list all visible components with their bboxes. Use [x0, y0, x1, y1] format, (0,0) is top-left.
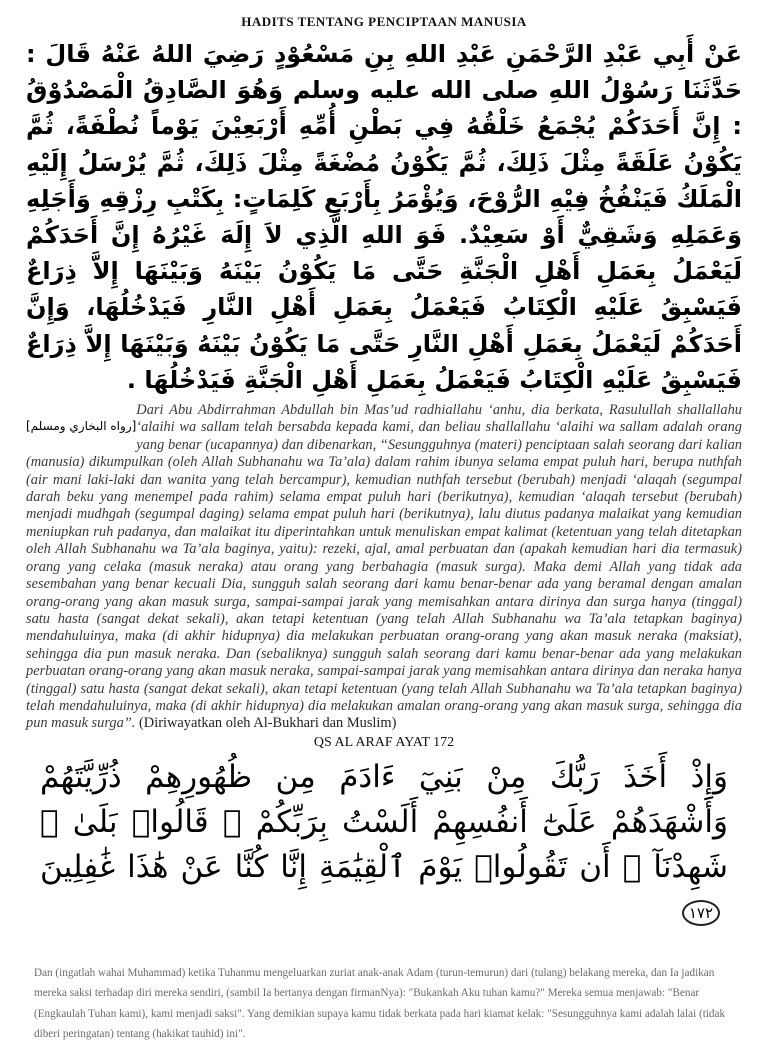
document-title: HADITS TENTANG PENCIPTAAN MANUSIA: [241, 14, 527, 29]
quran-arabic-text: [26, 755, 742, 935]
hadith-arabic-text: [26, 36, 742, 434]
quran-title: QS AL ARAF AYAT 172: [313, 734, 455, 750]
hadith-arabic-body: عَنْ أَبِي عَبْدِ الرَّحْمَنِ عَبْدِ اللهِ بِنِ مَسْعُوْدٍ رَضِيَ اللهُ عَنْهُ قَالَ : حَدَّثَنَا رَسُوْلُ اللهِ صلى الله عليه وسلم وَهُوَ الصَّادِقُ الْمَصْدُوْقُ : إِنَّ أَحَدَكُمْ يُجْمَعُ خَلْقُهُ فِي بَطْنِ أُمِّهِ أَرْبَعِيْنَ يَوْماً نُطْفَةً، ثُمَّ يَكُوْنُ عَلَقَةً مِثْلَ ذَلِكَ، ثُمَّ يَكُوْنُ مُضْغَةً مِثْلَ ذَلِكَ، ثُمَّ يُرْسَلُ إِلَيْهِ الْمَلَكُ فَيَنْفُخُ فِيْهِ الرُّوْحَ، وَيُؤْمَرُ بِأَرْبَعِ كَلِمَاتٍ: بِكَتْبِ رِزْقِهِ وَأَجَلِهِ وَعَمَلِهِ وَشَقِيٌّ أَوْ سَعِيْدٌ. فَوَ اللهِ الَّذِي لاَ إِلَهَ غَيْرُهُ إِنَّ أَحَدَكُمْ لَيَعْمَلُ بِعَمَلِ أَهْلِ الْجَنَّةِ حَتَّى مَا يَكُوْنُ بَيْنَهُ وَبَيْنَهَا إِلاَّ ذِرَاعٌ فَيَسْبِقُ عَلَيْهِ الْكِتَابُ فَيَعْمَلُ بِعَمَلِ أَهْلِ النَّارِ فَيَدْخُلُهَا، وَإِنَّ أَحَدَكُمْ لَيَعْمَلُ بِعَمَلِ أَهْلِ النَّارِ حَتَّى مَا يَكُوْنُ بَيْنَهُ وَبَيْنَهَا إِلاَّ ذِرَاعٌ فَيَسْبِقُ عَلَيْهِ الْكِتَابُ فَيَعْمَلُ بِعَمَلِ أَهْلِ الْجَنَّةِ فَيَدْخُلُهَا .: [26, 40, 742, 394]
hadith-reference: [رواه البخاري ومسلم]: [26, 419, 137, 434]
hadith-translation-source: (Diriwayatkan oleh Al-Bukhari dan Muslim): [139, 715, 397, 732]
quran-translation: Dan (ingatlah wahai Muhammad) ketika Tuhanmu mengeluarkan zuriat anak-anak Adam (turun-temurun) dari (tulang) belakang mereka, dan Ia jadikan mereka saksi terhadap diri mereka sendiri, (sambil Ia bertanya dengan firmanNya): "Bukankah Aku tuhan kamu?" Mereka semua menjawab: "Benar (Engkaulah Tuhan kami), kami menjadi saksi". Yang demikian supaya kamu tidak berkata pada hari kiamat kelak: "Sesungguhnya kami adalah lalai (tidak diberi peringatan) tentang (hakikat tauhid) ini".: [34, 966, 726, 1041]
quran-arabic-body: وَإِذْ أَخَذَ رَبُّكَ مِنْ بَنِيٓ ءَادَمَ مِن ظُهُورِهِمْ ذُرِّيَّتَهُمْ وَأَشْهَدَهُمْ عَلَىٰٓ أَنفُسِهِمْ أَلَسْتُ بِرَبِّكُمْ ۖ قَالُوا۟ بَلَىٰ ۛ شَهِدْنَآ ۛ أَن تَقُولُوا۟ يَوْمَ ٱلْقِيَٰمَةِ إِنَّا كُنَّا عَنْ هَٰذَا غَٰفِلِينَ: [40, 758, 728, 885]
hadith-translation-body: Dari Abu Abdirrahman Abdullah bin Mas’ud radhiallahu ‘anhu, dia berkata, Rasulullah shallallahu ‘alaihi wa sallam telah bersabda kepada kami, dan beliau shallallahu ‘alaihi wa sallam adalah orang yang benar (ucapannya) dan dibenarkan, “Sesungguhnya (materi) penciptaan salah seorang dari kalian (manusia) dikumpulkan (oleh Allah Subhanahu wa Ta’ala) dalam rahim ibunya selama empat puluh hari, berupa nuthfah (air mani laki-laki dan wanita yang telah bercampur), kemudian nuthfah tersebut (berubah) menjadi ‘alaqah (segumpal darah beku yang menempel pada rahim) selama empat puluh hari (berikutnya), kemudian ‘alaqah tersebut (berubah) menjadi mudhgah (segumpal daging) selama empat puluh hari (berikutnya), lalu diutus padanya malaikat yang kemudian meniupkan ruh padanya, dan malaikat itu diperintahkan untuk menuliskan empat kalimat (ketentuan yang telah ditetapkan oleh Allah Subhanahu wa Ta’ala baginya, yaitu): rezeki, ajal, amal perbuatan dan (apakah kemudian hari dia termasuk) orang yang celaka (masuk neraka) atau orang yang berbahagia (masuk surga). Maka demi Allah yang tidak ada sesembahan yang benar kecuali Dia, sungguh salah seorang dari kamu benar-benar ada yang beramal dengan amalan orang-orang yang akan masuk surga, sampai-sampai jarak yang memisahkan antara dirinya dan surga hanya (tinggal) satu hasta (sangat dekat sekali), akan tetapi ketentuan (yang telah Allah Subhanahu wa Ta’ala tetapkan baginya) mendahuluinya, maka (di akhir hidupnya) dia melakukan perbuatan orang-orang yang akan masuk neraka (maksiat), sehingga dia pun masuk neraka. Dan (sebaliknya) sungguh salah seorang dari kamu benar-benar ada yang melakukan perbuatan orang-orang yang akan masuk neraka, sampai-sampai jarak yang memisahkan antara dirinya dan neraka hanya (tinggal) satu hasta (sangat dekat sekali), akan tetapi ketentuan (yang telah Allah Subhanahu wa Ta’ala tetapkan baginya) telah mendahuluinya, maka (di akhir hidupnya) dia melakukan amalan orang-orang yang akan masuk surga, sehingga dia pun masuk surga”.: [26, 402, 742, 732]
ayah-number-mark: ١٧٢: [682, 900, 720, 926]
hadith-translation: [26, 402, 742, 733]
